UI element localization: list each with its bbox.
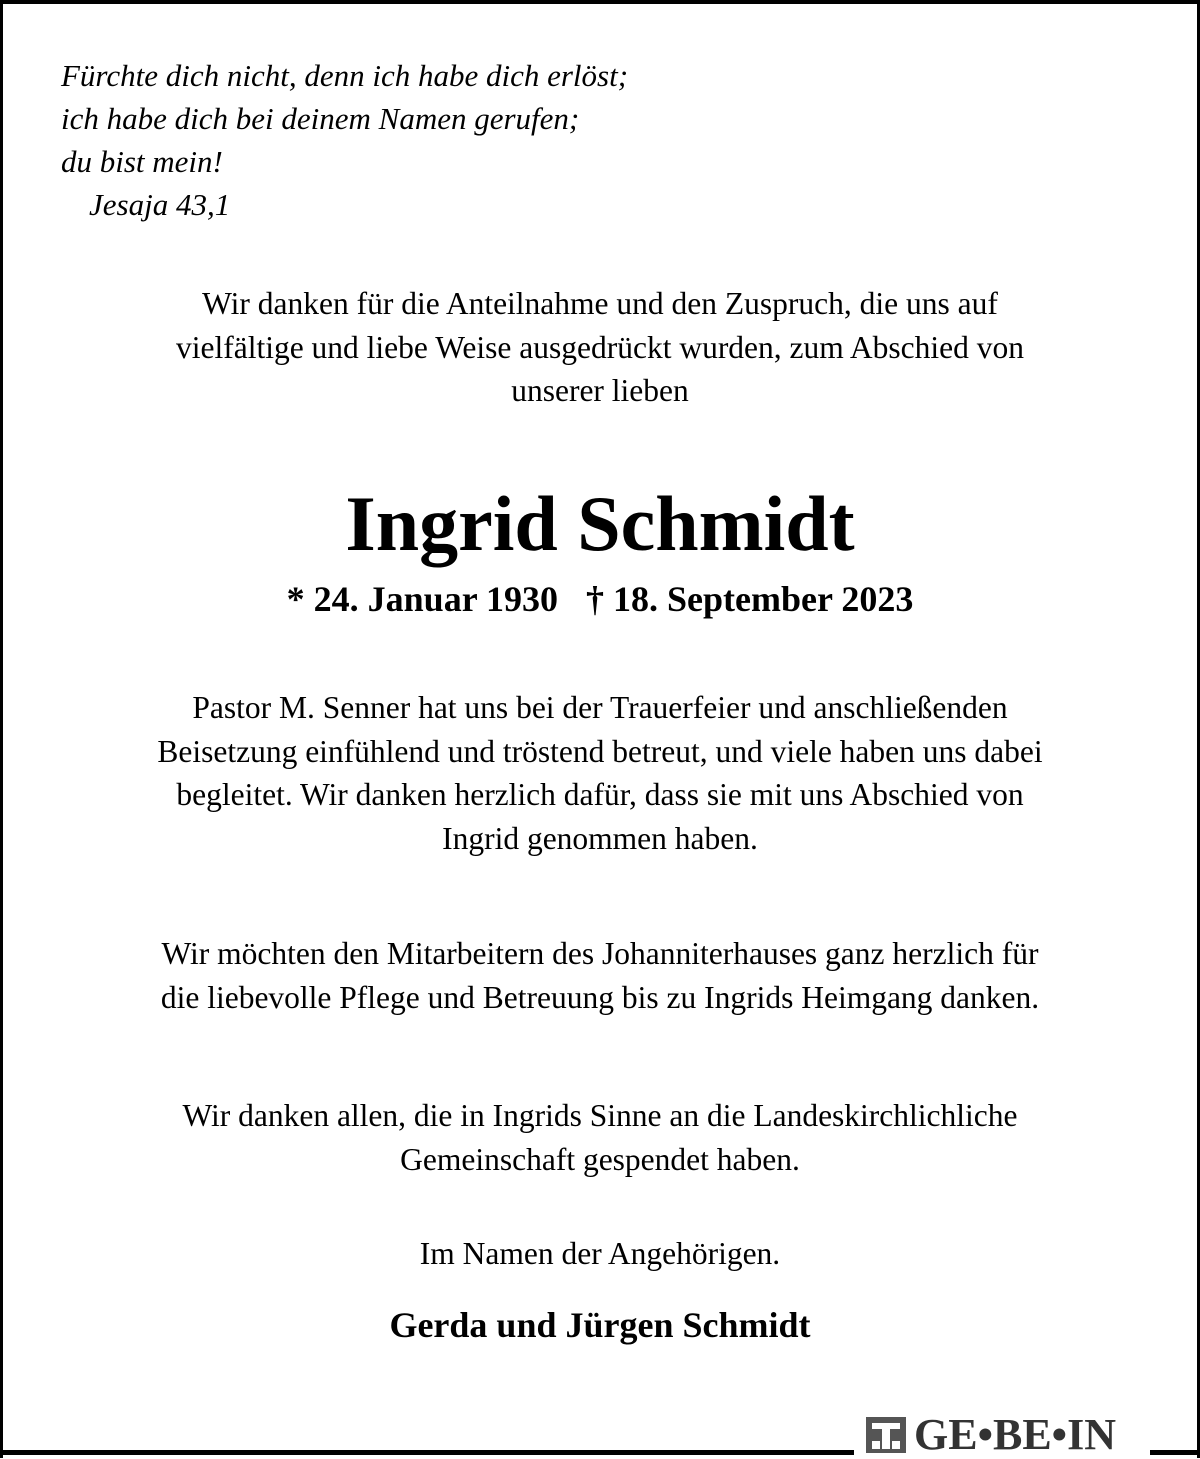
- intro-line: Wir danken für die Anteilnahme und den Zuspruch, die uns auf: [202, 286, 998, 321]
- pastor-thanks: [40, 686, 1160, 860]
- bottom-rule-right: [1150, 1450, 1200, 1455]
- verse-line: ich habe dich bei deinem Namen gerufen;: [61, 101, 580, 136]
- closing-line: Im Namen der Angehörigen.: [419, 1236, 781, 1271]
- life-dates: [40, 576, 1160, 622]
- verse-line: du bist mein!: [61, 144, 223, 179]
- deceased-name: Ingrid Schmidt: [345, 480, 855, 567]
- pastor-line: Pastor M. Senner hat uns bei der Trauerfeier und anschließenden: [192, 690, 1008, 725]
- donation-line: Gemeinschaft gespendet haben.: [400, 1141, 800, 1177]
- verse-reference: Jesaja 43,1: [89, 187, 231, 222]
- intro-line: vielfältige und liebe Weise ausgedrückt wurden, zum Abschied von: [175, 329, 1025, 365]
- intro-line: unserer lieben: [511, 373, 689, 408]
- gebein-logo: [864, 1412, 1116, 1458]
- staff-line: Wir möchten den Mitarbeitern des Johanniterhauses ganz herzlich für: [161, 936, 1039, 971]
- pastor-line: Ingrid genommen haben.: [442, 820, 758, 856]
- verse-line: Fürchte dich nicht, denn ich habe dich erlöst;: [61, 58, 629, 93]
- birth-date: * 24. Januar 1930: [286, 579, 559, 619]
- bible-verse: [61, 54, 628, 226]
- gebein-logo-icon: [864, 1415, 908, 1455]
- staff-thanks: [40, 932, 1160, 1019]
- donation-thanks: [40, 1094, 1160, 1181]
- pastor-line: begleitet. Wir danken herzlich dafür, dass sie mit uns Abschied von: [176, 777, 1024, 812]
- intro-text: [40, 282, 1160, 413]
- gebein-logo-text: GE•BE•IN: [914, 1410, 1116, 1459]
- donation-line: Wir danken allen, die in Ingrids Sinne an die Landeskirchlichliche: [182, 1098, 1018, 1133]
- death-date: † 18. September 2023: [586, 579, 914, 619]
- signers: Gerda und Jürgen Schmidt: [389, 1305, 811, 1345]
- pastor-line: Beisetzung einfühlend und tröstend betreut, und viele haben uns dabei: [157, 733, 1043, 769]
- bottom-rule-left: [0, 1450, 854, 1455]
- staff-line: die liebevolle Pflege und Betreuung bis zu Ingrids Heimgang danken.: [160, 979, 1040, 1015]
